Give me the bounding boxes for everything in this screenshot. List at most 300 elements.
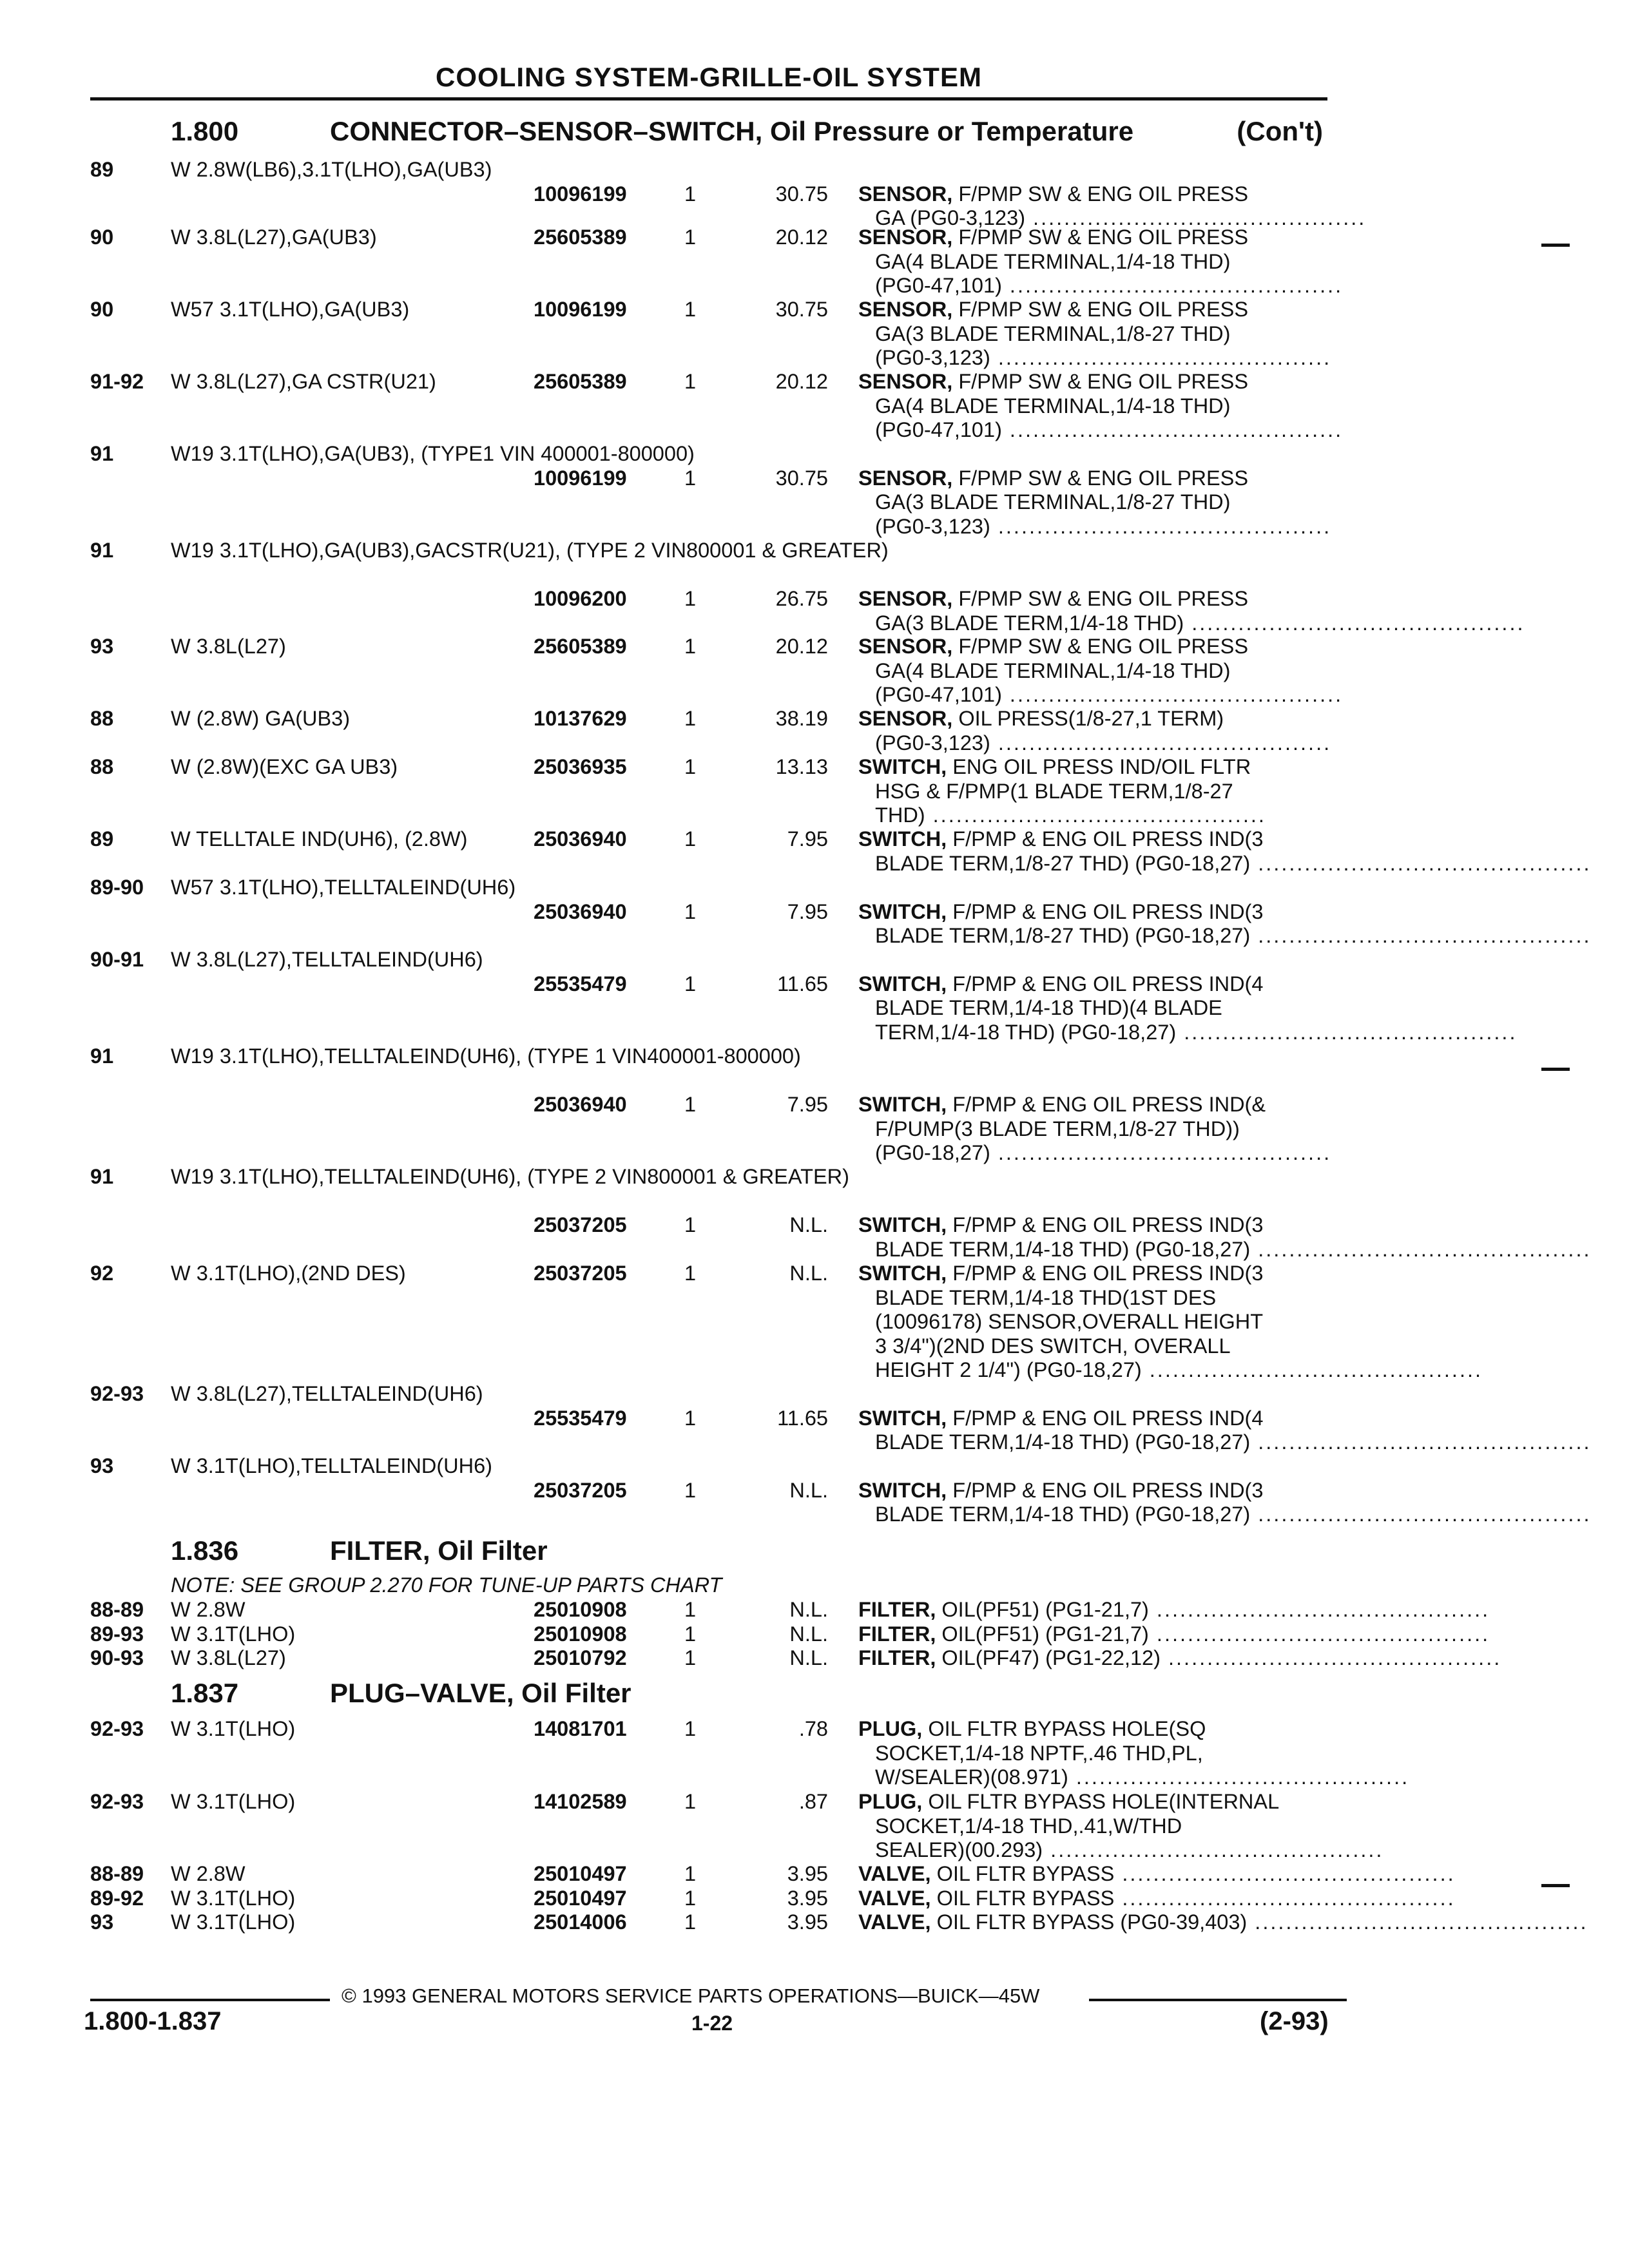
part-description-text: OIL PRESS(1/8-27,1 TERM) bbox=[952, 707, 1224, 730]
part-type: PLUG, bbox=[858, 1790, 923, 1813]
application-line: W 2.8W(LB6),3.1T(LHO), bbox=[171, 158, 407, 181]
part-description-text: F/PMP SW & ENG OIL PRESS bbox=[952, 182, 1249, 206]
price: 13.13 bbox=[775, 755, 828, 778]
part-description-line: GA(3 BLADE TERMINAL,1/8-27 THD) bbox=[875, 490, 1231, 514]
part-type: SWITCH, bbox=[858, 899, 947, 923]
application-line: W 3.8L(L27),GA(UB3) bbox=[171, 226, 377, 249]
price: 30.75 bbox=[775, 298, 828, 321]
part-type: SWITCH, bbox=[858, 1478, 947, 1502]
part-description-line: BLADE TERM,1/8-27 THD) (PG0-18,27) ..... bbox=[858, 924, 1335, 948]
price: N.L. bbox=[789, 1262, 828, 1285]
application-line: W 3.1T(LHO) bbox=[171, 1717, 296, 1740]
price: N.L. bbox=[789, 1598, 828, 1621]
part-description-line: BLADE TERM,1/4-18 THD)(4 BLADE bbox=[875, 996, 1222, 1019]
price: .87 bbox=[798, 1790, 828, 1813]
part-type: SENSOR, bbox=[858, 707, 953, 730]
price: 3.95 bbox=[787, 1862, 828, 1885]
part-description-line bbox=[858, 1262, 1335, 1286]
part-description-text: F/PMP & ENG OIL PRESS IND(4 bbox=[947, 972, 1264, 995]
application-line: IND(UH6), (TYPE 1 VIN bbox=[423, 1044, 648, 1068]
application-description bbox=[171, 1598, 519, 1622]
model-years: 90-93 bbox=[90, 1646, 144, 1669]
part-number: 25036940 bbox=[534, 899, 627, 923]
application-line: IND(UH6), (TYPE 2 VIN bbox=[423, 1165, 648, 1188]
model-years: 91-92 bbox=[90, 370, 144, 393]
quantity: 1 bbox=[684, 298, 697, 321]
application-description bbox=[171, 1862, 519, 1887]
footer-section-range: 1.800-1.837 bbox=[84, 2007, 222, 2035]
application-description bbox=[171, 1790, 519, 1814]
part-description bbox=[858, 226, 1335, 298]
part-description-line bbox=[858, 635, 1335, 659]
part-description-text: F/PMP & ENG OIL PRESS IND(3 bbox=[947, 899, 1264, 923]
part-description bbox=[858, 1622, 1335, 1647]
part-number: 25010908 bbox=[534, 1622, 627, 1646]
model-years: 88 bbox=[90, 755, 114, 778]
footer-rule-right bbox=[1089, 1999, 1347, 2001]
part-number: 10137629 bbox=[534, 707, 627, 730]
part-number: 25010908 bbox=[534, 1598, 627, 1621]
part-number: 25037205 bbox=[534, 1478, 627, 1502]
part-description bbox=[858, 755, 1335, 828]
price: 11.65 bbox=[777, 972, 828, 995]
part-description-line: 3 3/4")(2ND DES SWITCH, OVERALL bbox=[875, 1334, 1231, 1358]
part-type: SWITCH, bbox=[858, 827, 947, 850]
part-description bbox=[858, 1598, 1335, 1622]
part-description-text: OIL FLTR BYPASS bbox=[930, 1862, 1115, 1885]
part-description-text: OIL FLTR BYPASS (PG0-39,403) bbox=[930, 1910, 1248, 1934]
part-description-line: (PG0-47,101) ..... bbox=[858, 418, 1335, 443]
margin-mark bbox=[1541, 244, 1570, 247]
quantity: 1 bbox=[684, 1910, 697, 1934]
part-number: 25036940 bbox=[534, 827, 627, 850]
part-type: PLUG, bbox=[858, 1717, 923, 1740]
part-description-line bbox=[858, 972, 1335, 997]
margin-mark bbox=[1541, 1068, 1570, 1071]
application-line: W57 3.1T(LHO),TELLTALE bbox=[171, 876, 424, 899]
part-description bbox=[858, 466, 1335, 539]
model-years: 93 bbox=[90, 1454, 114, 1477]
price: 20.12 bbox=[775, 226, 828, 249]
price: 11.65 bbox=[777, 1406, 828, 1430]
model-years: 90-91 bbox=[90, 948, 144, 971]
model-years: 90 bbox=[90, 226, 114, 249]
application-line: IND(UH6) bbox=[391, 948, 483, 971]
part-description-line bbox=[858, 1093, 1335, 1117]
quantity: 1 bbox=[684, 1622, 697, 1646]
application-line: W 3.8L(L27) bbox=[171, 1646, 286, 1669]
part-description bbox=[858, 900, 1335, 948]
part-description-line: GA(4 BLADE TERMINAL,1/4-18 THD) bbox=[875, 394, 1231, 418]
part-number: 25535479 bbox=[534, 972, 627, 995]
price: 26.75 bbox=[775, 587, 828, 610]
part-description-text: F/PMP & ENG OIL PRESS IND(3 bbox=[947, 1478, 1264, 1502]
application-line: W19 3.1T(LHO),GA(UB3), (TYPE bbox=[171, 442, 483, 465]
model-years: 91 bbox=[90, 442, 114, 465]
title-rule bbox=[90, 97, 1327, 101]
part-description bbox=[858, 707, 1335, 755]
part-number: 25010497 bbox=[534, 1862, 627, 1885]
model-years: 93 bbox=[90, 1910, 114, 1934]
model-years: 88-89 bbox=[90, 1862, 144, 1885]
application-line: IND(UH6) bbox=[400, 1454, 493, 1477]
part-number: 10096199 bbox=[534, 298, 627, 321]
part-description-line bbox=[858, 1407, 1335, 1431]
part-description bbox=[858, 298, 1335, 370]
part-description-line bbox=[858, 370, 1335, 394]
model-years: 92-93 bbox=[90, 1717, 144, 1740]
part-number: 25605389 bbox=[534, 226, 627, 249]
price: 7.95 bbox=[787, 899, 828, 923]
price: 38.19 bbox=[775, 707, 828, 730]
price: 7.95 bbox=[787, 827, 828, 850]
part-number: 25037205 bbox=[534, 1262, 627, 1285]
price: N.L. bbox=[789, 1213, 828, 1236]
part-description bbox=[858, 182, 1335, 231]
model-years: 88 bbox=[90, 707, 114, 730]
tune-up-note: NOTE: SEE GROUP 2.270 FOR TUNE-UP PARTS CHART bbox=[171, 1573, 722, 1597]
application-description bbox=[171, 370, 519, 394]
application-line: W 3.1T(LHO) bbox=[171, 1910, 296, 1934]
footer-revision-date: (2-93) bbox=[1260, 2007, 1329, 2035]
section-number: 1.800 bbox=[171, 116, 239, 146]
application-description bbox=[171, 827, 519, 852]
margin-mark bbox=[1541, 1884, 1570, 1887]
part-description-text: F/PMP SW & ENG OIL PRESS bbox=[952, 635, 1249, 658]
application-description bbox=[171, 1910, 519, 1935]
part-description-line: (10096178) SENSOR,OVERALL HEIGHT bbox=[875, 1310, 1264, 1333]
quantity: 1 bbox=[684, 1262, 697, 1285]
application-line: W 3.1T(LHO),(2ND DES) bbox=[171, 1262, 406, 1285]
part-description bbox=[858, 370, 1335, 443]
part-number: 25036935 bbox=[534, 755, 627, 778]
quantity: 1 bbox=[684, 1478, 697, 1502]
part-description-line: (PG0-47,101) ..... bbox=[858, 274, 1335, 298]
part-type: SENSOR, bbox=[858, 466, 953, 490]
price: 3.95 bbox=[787, 1910, 828, 1934]
part-number: 25014006 bbox=[534, 1910, 627, 1934]
model-years: 91 bbox=[90, 1165, 114, 1188]
part-number: 25010792 bbox=[534, 1646, 627, 1669]
part-description-line: BLADE TERM,1/4-18 THD(1ST DES bbox=[875, 1285, 1217, 1309]
part-description-line bbox=[858, 182, 1335, 207]
quantity: 1 bbox=[684, 1717, 697, 1740]
part-number: 14102589 bbox=[534, 1790, 627, 1813]
part-description-line: (PG0-3,123) ..... bbox=[858, 346, 1335, 370]
part-description-line: SOCKET,1/4-18 NPTF,.46 THD,PL, bbox=[875, 1741, 1203, 1765]
application-line: W 3.8L(L27),TELLTALE bbox=[171, 1382, 391, 1405]
application-description bbox=[171, 1717, 519, 1742]
application-line: W (2.8W) GA(UB3) bbox=[171, 707, 351, 730]
application-description bbox=[171, 635, 519, 659]
part-description bbox=[858, 1790, 1335, 1863]
application-line: IND(UH6) bbox=[423, 876, 516, 899]
part-description-line: (PG0-47,101) ..... bbox=[858, 683, 1335, 707]
part-number: 25605389 bbox=[534, 370, 627, 393]
part-description-line bbox=[858, 466, 1335, 491]
part-description-text: OIL FLTR BYPASS bbox=[930, 1887, 1115, 1910]
quantity: 1 bbox=[684, 1790, 697, 1813]
part-description-text: OIL(PF51) (PG1-21,7) bbox=[936, 1598, 1149, 1621]
part-description-text: F/PMP & ENG OIL PRESS IND(3 bbox=[947, 827, 1264, 850]
part-description bbox=[858, 1862, 1335, 1887]
part-description bbox=[858, 587, 1335, 635]
model-years: 90 bbox=[90, 298, 114, 321]
part-number: 25010497 bbox=[534, 1887, 627, 1910]
part-description-line: BLADE TERM,1/4-18 THD) (PG0-18,27) ..... bbox=[858, 1430, 1335, 1455]
quantity: 1 bbox=[684, 1862, 697, 1885]
application-line: W 3.1T(LHO) bbox=[171, 1887, 296, 1910]
part-description bbox=[858, 1646, 1335, 1671]
application-line: W 2.8W bbox=[171, 1598, 246, 1621]
part-number: 25037205 bbox=[534, 1213, 627, 1236]
part-description bbox=[858, 1717, 1335, 1790]
application-description bbox=[171, 442, 695, 466]
model-years: 89-90 bbox=[90, 876, 144, 899]
application-line: W 2.8W bbox=[171, 1862, 246, 1885]
part-description-line: GA(4 BLADE TERMINAL,1/4-18 THD) bbox=[875, 658, 1231, 682]
part-description-line bbox=[858, 900, 1335, 925]
application-line: W19 3.1T(LHO),TELLTALE bbox=[171, 1044, 424, 1068]
application-line: 800001 & GREATER) bbox=[647, 1165, 849, 1188]
application-line: 800001 & GREATER) bbox=[686, 539, 889, 562]
part-description-text: F/PMP SW & ENG OIL PRESS bbox=[952, 466, 1249, 490]
quantity: 1 bbox=[684, 1213, 697, 1236]
part-type: FILTER, bbox=[858, 1646, 936, 1669]
part-type: SENSOR, bbox=[858, 587, 953, 610]
part-description-text: F/PMP SW & ENG OIL PRESS bbox=[952, 226, 1249, 249]
model-years: 89-93 bbox=[90, 1622, 144, 1646]
part-description bbox=[858, 1407, 1335, 1455]
part-description bbox=[858, 1093, 1335, 1166]
part-description-text: OIL(PF51) (PG1-21,7) bbox=[936, 1622, 1149, 1646]
part-number: 25605389 bbox=[534, 635, 627, 658]
part-description-line: F/PUMP(3 BLADE TERM,1/8-27 THD)) bbox=[875, 1117, 1240, 1140]
part-type: SENSOR, bbox=[858, 370, 953, 393]
section-name: CONNECTOR–SENSOR–SWITCH, Oil Pressure or Temperature bbox=[330, 116, 1134, 146]
part-description-line: BLADE TERM,1/8-27 THD) (PG0-18,27) ..... bbox=[858, 852, 1335, 876]
footer-rule-left bbox=[90, 1999, 330, 2001]
application-line: W57 3.1T(LHO),GA(UB3) bbox=[171, 298, 410, 321]
model-years: 91 bbox=[90, 539, 114, 562]
model-years: 89 bbox=[90, 827, 114, 850]
application-description bbox=[171, 226, 519, 250]
application-description bbox=[171, 539, 889, 563]
part-type: FILTER, bbox=[858, 1598, 936, 1621]
application-line: 1 VIN 400001-800000) bbox=[482, 442, 695, 465]
price: 30.75 bbox=[775, 466, 828, 490]
application-description bbox=[171, 948, 519, 972]
part-type: SENSOR, bbox=[858, 298, 953, 321]
part-description bbox=[858, 1479, 1335, 1527]
part-description-line bbox=[858, 1717, 1335, 1742]
quantity: 1 bbox=[684, 587, 697, 610]
part-description bbox=[858, 827, 1335, 876]
part-description-line: HEIGHT 2 1/4") (PG0-18,27) ..... bbox=[858, 1358, 1335, 1383]
model-years: 88-89 bbox=[90, 1598, 144, 1621]
part-description bbox=[858, 1262, 1335, 1383]
part-description-text: F/PMP & ENG OIL PRESS IND(3 bbox=[947, 1213, 1264, 1236]
part-description-line: GA (PG0-3,123) ..... bbox=[858, 206, 1335, 231]
application-description bbox=[171, 755, 519, 780]
page-title: COOLING SYSTEM-GRILLE-OIL SYSTEM bbox=[436, 62, 982, 92]
part-description-text: F/PMP SW & ENG OIL PRESS bbox=[952, 587, 1249, 610]
part-description-line: GA(3 BLADE TERM,1/4-18 THD) ..... bbox=[858, 611, 1335, 636]
application-line: W 3.8L(L27),TELLTALE bbox=[171, 948, 391, 971]
part-description-line bbox=[858, 1887, 1335, 1911]
part-description-line: (PG0-3,123) ..... bbox=[858, 515, 1335, 539]
part-description-line bbox=[858, 298, 1335, 322]
part-description-line bbox=[858, 1598, 1335, 1622]
part-number: 10096199 bbox=[534, 466, 627, 490]
price: 7.95 bbox=[787, 1093, 828, 1116]
part-description bbox=[858, 1910, 1335, 1935]
part-description-line bbox=[858, 1479, 1335, 1503]
application-description bbox=[171, 158, 519, 182]
quantity: 1 bbox=[684, 370, 697, 393]
part-type: SWITCH, bbox=[858, 1406, 947, 1430]
part-type: SENSOR, bbox=[858, 635, 953, 658]
quantity: 1 bbox=[684, 972, 697, 995]
section-number: 1.836 bbox=[171, 1535, 239, 1566]
price: 30.75 bbox=[775, 182, 828, 206]
application-line: W 3.1T(LHO) bbox=[171, 1790, 296, 1813]
application-description bbox=[171, 1887, 519, 1911]
part-description-line: BLADE TERM,1/4-18 THD) (PG0-18,27) ..... bbox=[858, 1503, 1335, 1527]
continued-label: (Con't) bbox=[1237, 116, 1323, 146]
application-description bbox=[171, 1165, 849, 1189]
application-line: W 3.8L(L27),GA CSTR(U21) bbox=[171, 370, 436, 393]
part-type: VALVE, bbox=[858, 1862, 931, 1885]
part-description-line: (PG0-3,123) ..... bbox=[858, 731, 1335, 756]
model-years: 89 bbox=[90, 158, 114, 181]
part-description-text: F/PMP & ENG OIL PRESS IND(3 bbox=[947, 1262, 1264, 1285]
part-description-text: OIL FLTR BYPASS HOLE(INTERNAL bbox=[922, 1790, 1280, 1813]
part-description-line bbox=[858, 827, 1335, 852]
application-description bbox=[171, 1622, 519, 1647]
part-number: 25535479 bbox=[534, 1406, 627, 1430]
application-description bbox=[171, 1646, 519, 1671]
application-line: W 3.1T(LHO),TELLTALE bbox=[171, 1454, 401, 1477]
model-years: 89-92 bbox=[90, 1887, 144, 1910]
part-description-line: W/SEALER)(08.971) ..... bbox=[858, 1765, 1335, 1790]
quantity: 1 bbox=[684, 635, 697, 658]
part-number: 10096199 bbox=[534, 182, 627, 206]
application-description bbox=[171, 876, 519, 900]
quantity: 1 bbox=[684, 1093, 697, 1116]
quantity: 1 bbox=[684, 226, 697, 249]
application-line: GA(UB3) bbox=[407, 158, 492, 181]
part-description-line: SOCKET,1/4-18 THD,.41,W/THD bbox=[875, 1814, 1182, 1838]
part-description-text: F/PMP SW & ENG OIL PRESS bbox=[952, 298, 1249, 321]
part-description-line bbox=[858, 755, 1335, 780]
model-years: 92-93 bbox=[90, 1790, 144, 1813]
application-line: W TELLTALE IND(UH6), (2.8W) bbox=[171, 827, 468, 850]
part-description-line bbox=[858, 1862, 1335, 1887]
quantity: 1 bbox=[684, 1598, 697, 1621]
part-number: 10096200 bbox=[534, 587, 627, 610]
application-line: 400001-800000) bbox=[647, 1044, 801, 1068]
part-description-line: BLADE TERM,1/4-18 THD) (PG0-18,27) ..... bbox=[858, 1238, 1335, 1262]
quantity: 1 bbox=[684, 466, 697, 490]
price: 20.12 bbox=[775, 635, 828, 658]
part-type: SWITCH, bbox=[858, 1213, 947, 1236]
application-line: IND(UH6) bbox=[391, 1382, 483, 1405]
part-description bbox=[858, 635, 1335, 707]
application-line: W 3.1T(LHO) bbox=[171, 1622, 296, 1646]
price: N.L. bbox=[789, 1622, 828, 1646]
part-description-line bbox=[858, 1646, 1335, 1671]
part-description-line bbox=[858, 1790, 1335, 1814]
part-description-line: SEALER)(00.293) ..... bbox=[858, 1838, 1335, 1863]
part-description bbox=[858, 972, 1335, 1045]
quantity: 1 bbox=[684, 1887, 697, 1910]
part-number: 14081701 bbox=[534, 1717, 627, 1740]
part-type: SENSOR, bbox=[858, 182, 953, 206]
quantity: 1 bbox=[684, 755, 697, 778]
part-type: SENSOR, bbox=[858, 226, 953, 249]
part-type: FILTER, bbox=[858, 1622, 936, 1646]
part-description-line bbox=[858, 1622, 1335, 1647]
price: 3.95 bbox=[787, 1887, 828, 1910]
application-description bbox=[171, 1262, 519, 1286]
application-line: CSTR(U21), (TYPE 2 VIN bbox=[445, 539, 687, 562]
part-description-line bbox=[858, 1213, 1335, 1238]
page-number: 1-22 bbox=[691, 2012, 733, 2035]
quantity: 1 bbox=[684, 1406, 697, 1430]
part-description-line bbox=[858, 587, 1335, 611]
application-line: W 3.8L(L27) bbox=[171, 635, 286, 658]
part-description bbox=[858, 1213, 1335, 1262]
model-years: 93 bbox=[90, 635, 114, 658]
part-description bbox=[858, 1887, 1335, 1911]
part-description-line: (PG0-18,27) ..... bbox=[858, 1141, 1335, 1166]
part-description-line bbox=[858, 707, 1335, 731]
part-description-text: F/PMP SW & ENG OIL PRESS bbox=[952, 370, 1249, 393]
part-description-text: OIL(PF47) (PG1-22,12) bbox=[936, 1646, 1161, 1669]
part-description-text: ENG OIL PRESS IND/OIL FLTR bbox=[947, 755, 1251, 778]
application-line: W (2.8W)(EXC GA UB3) bbox=[171, 755, 398, 778]
application-description bbox=[171, 1044, 801, 1069]
copyright-notice: © 1993 GENERAL MOTORS SERVICE PARTS OPERATIONS—BUICK—45W bbox=[342, 1984, 1040, 2007]
part-description-line bbox=[858, 1910, 1335, 1935]
model-years: 91 bbox=[90, 1044, 114, 1068]
section-number: 1.837 bbox=[171, 1678, 239, 1708]
application-description bbox=[171, 1382, 519, 1407]
part-type: SWITCH, bbox=[858, 1093, 947, 1116]
application-description bbox=[171, 298, 519, 322]
part-description-line: TERM,1/4-18 THD) (PG0-18,27) ..... bbox=[858, 1021, 1335, 1045]
price: 20.12 bbox=[775, 370, 828, 393]
price: N.L. bbox=[789, 1478, 828, 1502]
quantity: 1 bbox=[684, 1646, 697, 1669]
application-description bbox=[171, 1454, 519, 1479]
quantity: 1 bbox=[684, 899, 697, 923]
quantity: 1 bbox=[684, 182, 697, 206]
part-description-line bbox=[858, 226, 1335, 250]
part-type: SWITCH, bbox=[858, 755, 947, 778]
part-description-text: F/PMP & ENG OIL PRESS IND(& bbox=[947, 1093, 1266, 1116]
section-name: FILTER, Oil Filter bbox=[330, 1535, 548, 1566]
part-type: VALVE, bbox=[858, 1910, 931, 1934]
application-line: W19 3.1T(LHO),GA(UB3),GA bbox=[171, 539, 446, 562]
part-type: SWITCH, bbox=[858, 1262, 947, 1285]
section-name: PLUG–VALVE, Oil Filter bbox=[330, 1678, 631, 1708]
part-type: VALVE, bbox=[858, 1887, 931, 1910]
part-number: 25036940 bbox=[534, 1093, 627, 1116]
price: .78 bbox=[798, 1717, 828, 1740]
part-description-line: HSG & F/PMP(1 BLADE TERM,1/8-27 bbox=[875, 779, 1233, 803]
